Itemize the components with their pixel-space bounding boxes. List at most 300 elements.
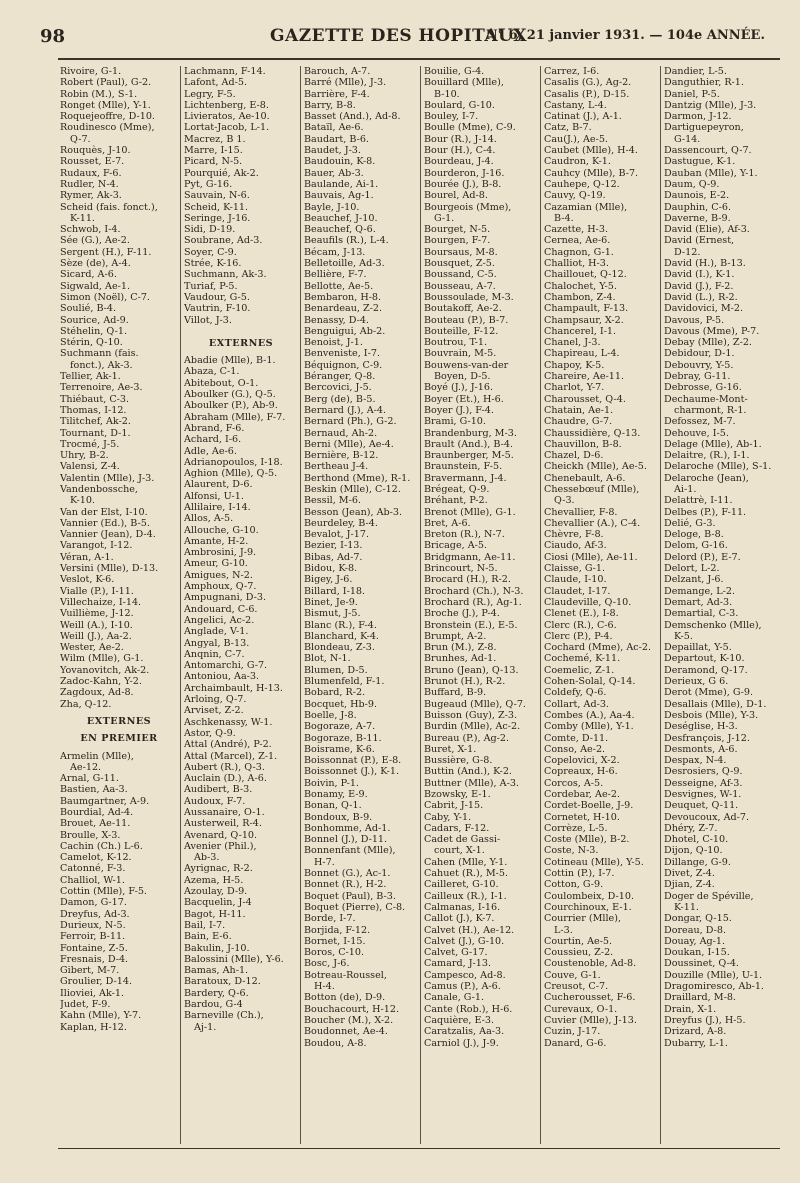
index-entry: Bousquet, Z-5.: [424, 258, 495, 270]
index-entry: Corcos, A-5.: [544, 777, 604, 789]
index-entry: Buret, X-1.: [424, 743, 477, 755]
index-entry: Blondeau, Z-3.: [304, 642, 375, 654]
index-entry: Benoist, J-1.: [304, 337, 363, 349]
index-entry: Attal (Marcel), Z-1.: [184, 750, 278, 762]
index-entry: Boucher (M.), X-2.: [304, 1014, 394, 1026]
index-entry: Roquejeoffre, D-10.: [60, 111, 155, 123]
index-entry: Schwob, I-4.: [60, 224, 121, 236]
index-entry: Sourice, Ad-9.: [60, 314, 129, 326]
index-entry: Aussanaire, O-1.: [184, 807, 265, 818]
index-entry: Cuvier (Mlle), J-13.: [544, 1014, 637, 1026]
index-entry: Abrand, F-6.: [184, 422, 245, 434]
index-entry: Borde, I-7.: [304, 913, 356, 925]
index-entry: Coldefy, Q-6.: [544, 687, 607, 699]
index-entry: Cauhepe, Q-12.: [544, 178, 620, 190]
index-entry: Clerc (R.), C-6.: [544, 619, 617, 631]
index-entry: Devoucoux, Ad-7.: [664, 811, 750, 823]
index-entry: Aj-1.: [194, 1021, 217, 1033]
index-entry: Baulande, Ai-1.: [304, 178, 379, 190]
index-entry: Bugeaud (Mlle), Q-7.: [424, 698, 526, 710]
index-entry: Comte, D-11.: [544, 732, 609, 744]
index-entry: Dhotel, C-10.: [664, 834, 729, 846]
index-entry: Brandenburg, M-3.: [424, 427, 517, 439]
index-entry: Buttin (And.), K-2.: [424, 766, 512, 778]
index-entry: Bourgen, F-7.: [424, 235, 491, 247]
index-entry: Calmanas, I-16.: [424, 901, 501, 913]
index-entry: Alfonsi, U-1.: [184, 490, 244, 502]
index-entry: Achard, I-6.: [184, 434, 242, 446]
column-1: [60, 66, 180, 1144]
index-entry: Defossez, M-7.: [664, 416, 736, 428]
index-entry: Debray, G-11.: [664, 371, 731, 383]
index-entry: Daverne, B-9.: [664, 212, 731, 224]
index-entry: Derot (Mme), G-9.: [664, 687, 754, 699]
index-entry: Berni (Mlle), Ae-4.: [304, 438, 394, 450]
index-entry: Cachin (Ch.) L-6.: [60, 840, 143, 852]
journal-title: GAZETTE DES HOPITAUX: [270, 26, 528, 46]
index-entry: Abadie (Mlle), B-1.: [184, 355, 276, 367]
index-entry: Calvet, G-17.: [424, 947, 488, 959]
index-entry: K-11.: [70, 212, 95, 224]
index-entry: Deramond, Q-17.: [664, 664, 748, 676]
index-entry: Darmon, J-12.: [664, 111, 732, 123]
index-entry: Macrez, B 1.: [184, 133, 246, 145]
index-entry: Debrosse, G-16.: [664, 382, 742, 394]
index-entry: Davous, P-5.: [664, 314, 725, 326]
index-entry: Bessil, M-6.: [304, 495, 362, 507]
index-entry: Suchmann (fais.: [60, 348, 139, 360]
index-entry: Bernard (J.), A-4.: [304, 404, 387, 416]
index-entry: Allos, A-5.: [184, 513, 234, 525]
index-entry: Bridgmann, Ae-11.: [424, 551, 516, 563]
index-entry: Delaitre, (R.), I-1.: [664, 450, 750, 462]
index-entry: Cordet-Boelle, J-9.: [544, 800, 634, 812]
page-header: [40, 22, 765, 50]
index-entry: Bruno (Jean), Q-13.: [424, 664, 519, 676]
index-entry: Bismut, J-5.: [304, 608, 361, 620]
index-entry: Coemelic, Z-1.: [544, 664, 615, 676]
index-entry: H-4.: [314, 981, 335, 993]
index-entry: Amphoux, Q-7.: [184, 581, 257, 593]
index-entry: Ferroir, B-11.: [60, 931, 126, 943]
index-entry: Douay, Ag-1.: [664, 935, 726, 947]
index-entry: Vuillième, J-12.: [60, 608, 134, 620]
index-entry: Cahen (Mlle, Y-1.: [424, 856, 508, 868]
index-entry: Benveniste, I-7.: [304, 348, 380, 360]
index-entry: Van der Elst, I-10.: [60, 506, 148, 518]
index-entry: Berg (de), B-5.: [304, 393, 376, 405]
index-entry: Cohen-Solal, Q-14.: [544, 676, 636, 688]
index-entry: Berthond (Mme), R-1.: [304, 472, 411, 484]
column-2: [180, 66, 300, 1144]
index-entry: Barrière, F-4.: [304, 88, 370, 100]
index-entry: Deloge, B-8.: [664, 529, 724, 541]
index-entry: Audoux, F-7.: [184, 795, 246, 807]
index-entry: Chambon, Z-4.: [544, 291, 616, 303]
index-entry: Zha, Q-12.: [60, 698, 112, 710]
index-entry: Veslot, K-6.: [60, 574, 115, 586]
index-entry: B-4.: [554, 212, 574, 224]
index-entry: Champsaur, X-2.: [544, 314, 624, 326]
index-entry: Cuzin, J-17.: [544, 1026, 601, 1038]
index-entry: Brami, G-10.: [424, 416, 486, 428]
index-entry: Aboulker (G.), Q-5.: [184, 389, 276, 401]
index-entry: Weill (J.), Aa-2.: [60, 630, 132, 642]
index-entry: Bouley, I-7.: [424, 111, 479, 123]
index-entry: Coustenoble, Ad-8.: [544, 958, 637, 970]
index-entry: Courchinoux, E-1.: [544, 901, 632, 913]
issue-info: N° 6, 21 janvier 1931. — 104e ANNÉE.: [485, 28, 765, 43]
index-entry: Villot, J-3.: [184, 314, 232, 326]
index-entry: Ae-12.: [70, 761, 102, 773]
index-entry: Cernea, Ae-6.: [544, 235, 611, 247]
index-entry: Desvignes, W-1.: [664, 789, 742, 800]
index-entry: Bogoraze, B-11.: [304, 732, 382, 744]
index-entry: H-7.: [314, 856, 335, 868]
index-entry: Corrèze, L-5.: [544, 822, 608, 834]
index-entry: Rudler, N-4.: [60, 178, 119, 190]
index-entry: Daunois, E-2.: [664, 190, 730, 202]
index-entry: Allilaire, I-14.: [184, 501, 251, 513]
index-entry: Boudonnet, Ae-4.: [304, 1026, 388, 1038]
index-entry: Champault, F-13.: [544, 303, 629, 315]
index-entry: Anqnin, C-7.: [184, 648, 245, 660]
index-entry: Boyer (J.), F-4.: [424, 404, 494, 416]
index-entry: Carrez, I-6.: [544, 66, 600, 77]
index-entry: Caratzalis, Aa-3.: [424, 1026, 505, 1038]
index-entry: Bret, A-6.: [424, 517, 471, 529]
index-entry: Claude, I-10.: [544, 574, 607, 586]
index-entry: Bardery, Q-6.: [184, 987, 249, 999]
index-entry: Ai-1.: [674, 483, 697, 495]
index-entry: Burdin (Mlle), Ac-2.: [424, 721, 521, 733]
index-entry: Bricage, A-5.: [424, 540, 488, 552]
index-entry: Roudinesco (Mme),: [60, 122, 155, 134]
index-entry: Dubarry, L-1.: [664, 1037, 728, 1049]
index-entry: Béranger, Q-8.: [304, 371, 376, 383]
index-entry: Bonhomme, Ad-1.: [304, 822, 391, 834]
index-entry: Legry, F-5.: [184, 88, 236, 100]
index-entry: Beurdeley, B-4.: [304, 517, 378, 529]
index-entry: Balossini (Mlle), Y-6.: [184, 953, 284, 965]
index-entry: Suchmann, Ak-3.: [184, 269, 267, 281]
index-entry: Bourel, Ad-8.: [424, 190, 488, 202]
index-entry: Delort, L-2.: [664, 563, 720, 575]
header-rule: [58, 58, 780, 60]
index-entry: Ciaudo, Af-3.: [544, 540, 607, 552]
index-entry: Brincourt, N-5.: [424, 563, 498, 575]
index-entry: Simon (Noël), C-7.: [60, 291, 150, 303]
index-entry: Sée (G.), Ae-2.: [60, 235, 130, 247]
index-entry: D-12.: [674, 246, 701, 258]
index-entry: Debay (Mlle), Z-2.: [664, 337, 752, 349]
index-entry: Bourderon, J-16.: [424, 167, 505, 179]
index-entry: Tellier, Ak-1.: [60, 371, 121, 383]
index-entry: Davidovici, M-2.: [664, 303, 744, 315]
index-entry: Vandenbossche,: [60, 483, 138, 495]
index-entry: Cadet de Gassi-: [424, 834, 501, 846]
index-entry: Cazette, H-3.: [544, 224, 609, 236]
index-entry: Archaimbault, H-13.: [184, 682, 283, 694]
index-entry: Turiaf, P-5.: [184, 280, 238, 292]
index-entry: Boutrou, T-1.: [424, 337, 488, 349]
index-entry: Caubet (Mlle), H-4.: [544, 145, 638, 157]
index-entry: Rudaux, F-6.: [60, 167, 122, 179]
index-entry: Dehouve, I-5.: [664, 427, 729, 439]
index-entry: Divet, Z-4.: [664, 868, 715, 880]
index-entry: Barouch, A-7.: [304, 66, 371, 77]
index-entry: Boulard, G-10.: [424, 99, 495, 111]
index-entry: Broche (J.), P-4.: [424, 608, 500, 620]
index-entry: Creusot, C-7.: [544, 981, 609, 993]
index-entry: Baudart, B-6.: [304, 133, 369, 145]
index-entry: Bayle, J-10.: [304, 201, 360, 213]
index-entry: Doreau, D-8.: [664, 924, 726, 936]
index-entry: Brunot (H.), R-2.: [424, 676, 506, 688]
index-entry: Stéhelin, Q-1.: [60, 325, 127, 337]
index-entry: Pourquié, Ak-2.: [184, 167, 259, 179]
index-entry: Abraham (Mlle), F-7.: [184, 411, 286, 423]
index-entry: Bour (H.), C-4.: [424, 145, 496, 157]
index-entry: Bourée (J.), B-8.: [424, 178, 502, 190]
index-entry: Thomas, I-12.: [60, 404, 127, 416]
index-entry: Bobard, R-2.: [304, 687, 366, 699]
index-entry: Boelle, J-8.: [304, 709, 357, 721]
index-entry: Despax, N-4.: [664, 755, 727, 767]
index-entry: Baratoux, D-12.: [184, 976, 261, 988]
index-entry: Béquignon, C-9.: [304, 359, 383, 371]
index-entry: Seringe, J-16.: [184, 212, 251, 224]
index-entry: David (H.), B-13.: [664, 258, 746, 270]
index-entry: Bercovici, J-5.: [304, 382, 372, 394]
index-entry: Cochard (Mme), Ac-2.: [544, 642, 652, 654]
index-entry: Cucherousset, F-6.: [544, 992, 636, 1004]
index-entry: Deséglise, H-3.: [664, 721, 738, 733]
index-entry: Bravermann, J-4.: [424, 472, 507, 484]
index-entry: Boquet (Paul), B-3.: [304, 890, 396, 902]
index-entry: Bernard (Ph.), G-2.: [304, 416, 397, 428]
index-entry: Austerweil, R-4.: [184, 818, 262, 830]
index-entry: Castany, L-4.: [544, 99, 607, 111]
index-entry: Vaudour, G-5.: [184, 291, 250, 303]
index-entry: Brun (M.), Z-8.: [424, 642, 497, 654]
index-entry: Cadars, F-12.: [424, 822, 490, 834]
index-entry: Delom, G-16.: [664, 540, 728, 552]
index-entry: Bataïl, Ae-6.: [304, 122, 364, 134]
index-entry: Boussand, C-5.: [424, 269, 497, 281]
index-entry: Desmonts, A-6.: [664, 743, 738, 755]
index-entry: Challiol, W-1.: [60, 874, 125, 886]
index-entry: Bacquelin, J-4: [184, 897, 252, 909]
index-entry: Dandier, L-5.: [664, 66, 727, 77]
index-entry: Challiot, H-3.: [544, 258, 609, 270]
index-entry: Benguigui, Ab-2.: [304, 325, 386, 337]
index-entry: Brocard (H.), R-2.: [424, 574, 511, 586]
index-entry: Barry, B-8.: [304, 99, 356, 111]
index-entry: Boivin, P-1.: [304, 777, 359, 789]
index-entry: Bonnenfant (Mlle),: [304, 845, 396, 857]
index-entry: Dassencourt, Q-7.: [664, 145, 752, 157]
index-entry: Astor, Q-9.: [184, 727, 236, 739]
index-entry: Draillard, M-8.: [664, 992, 736, 1004]
index-entry: Allouche, G-10.: [184, 524, 259, 536]
index-entry: Coste (Mlle), B-2.: [544, 834, 630, 846]
index-entry: Wester, Ae-2.: [60, 642, 124, 654]
index-entry: Chapireau, L-4.: [544, 348, 620, 360]
index-entry: Bourget, N-5.: [424, 224, 491, 236]
index-entry: Amigues, N-2.: [184, 569, 253, 581]
index-entry: Bousseau, A-7.: [424, 280, 496, 292]
footer-rule: [58, 1148, 780, 1149]
index-entry: Breton (R.), N-7.: [424, 529, 505, 541]
section-subheading: EN PREMIER: [80, 733, 158, 745]
index-entry: Villechaize, I-14.: [60, 596, 142, 608]
index-entry: Delage (Mlle), Ab-1.: [664, 438, 762, 450]
index-entry: Chapoy, K-5.: [544, 359, 605, 371]
index-entry: Sergent (H.), F-11.: [60, 246, 152, 258]
index-entry: Ciosi (Mlle), Ae-11.: [544, 551, 638, 563]
index-entry: Boros, C-10.: [304, 947, 365, 959]
index-entry: Chevallier, F-8.: [544, 506, 618, 518]
index-entry: Soulié, B-4.: [60, 303, 117, 315]
index-entry: Bouwens-van-der: [424, 359, 509, 371]
index-entry: Daniel, P-5.: [664, 88, 720, 100]
index-entry: Delord (P.), E-7.: [664, 551, 741, 563]
index-entry: Sidi, D-19.: [184, 224, 236, 236]
index-entry: Bigey, J-6.: [304, 574, 353, 586]
index-entry: Bakulin, J-10.: [184, 942, 250, 954]
index-entry: Brégeat, Q-9.: [424, 483, 490, 495]
index-entry: Dartiguepeyron,: [664, 122, 744, 134]
index-entry: Vautrin, F-10.: [184, 303, 251, 315]
index-columns: [60, 66, 780, 1144]
index-entry: Charlot, Y-7.: [544, 382, 605, 394]
index-entry: Dhéry, Z-7.: [664, 822, 718, 834]
index-entry: Botton (de), D-9.: [304, 992, 386, 1004]
index-entry: Coussieu, Z-2.: [544, 947, 614, 959]
index-entry: Bonnet (R.), H-2.: [304, 879, 387, 891]
index-entry: Boyé (J.), J-16.: [424, 382, 494, 394]
index-entry: Cottin (Mlle), F-5.: [60, 886, 147, 898]
index-entry: Andouard, C-6.: [184, 603, 258, 615]
index-entry: B-10.: [434, 88, 460, 100]
index-entry: Boudou, A-8.: [304, 1037, 367, 1049]
index-entry: Ameur, G-10.: [184, 558, 248, 570]
index-entry: Cheickh (Mlle), Ae-5.: [544, 461, 647, 473]
index-entry: Conso, Ae-2.: [544, 743, 606, 755]
index-entry: Doger de Spéville,: [664, 890, 754, 902]
index-entry: Bellière, F-7.: [304, 269, 367, 281]
index-entry: Bidou, K-8.: [304, 563, 358, 575]
index-entry: Thiébaut, C-3.: [60, 393, 130, 405]
index-entry: Buffard, B-9.: [424, 687, 487, 699]
index-entry: Delaroche (Jean),: [664, 472, 749, 484]
index-entry: Lichtenberg, E-8.: [184, 99, 269, 111]
index-entry: Besson (Jean), Ab-3.: [304, 506, 403, 518]
index-entry: Caby, Y-1.: [424, 811, 472, 823]
index-entry: Beauchef, J-10.: [304, 212, 378, 224]
index-entry: Stérin, Q-10.: [60, 337, 123, 349]
index-entry: Strée, K-16.: [184, 258, 242, 270]
index-entry: Dauphin, C-6.: [664, 201, 731, 213]
index-entry: Bonamy, E-9.: [304, 789, 368, 800]
index-entry: Doukan, I-15.: [664, 947, 730, 959]
index-entry: Deuquet, Q-11.: [664, 800, 739, 812]
index-entry: Bernaud, Ah-2.: [304, 427, 378, 439]
index-entry: Bastien, Aa-3.: [60, 784, 128, 796]
index-entry: Cauhcy (Mlle), B-7.: [544, 167, 639, 179]
index-entry: Zadoc-Kahn, Y-2.: [60, 676, 142, 688]
index-entry: Varangot, I-12.: [60, 540, 133, 552]
index-entry: Chenebault, A-6.: [544, 472, 626, 484]
index-entry: Azoulay, D-9.: [184, 886, 248, 898]
index-entry: Cailleux (R.), I-1.: [424, 890, 507, 902]
index-entry: Catinat (J.), A-1.: [544, 111, 622, 123]
index-entry: Chaussidière, Q-13.: [544, 427, 641, 439]
index-entry: Departout, K-10.: [664, 653, 745, 665]
index-entry: Boyer (Et.), H-6.: [424, 393, 504, 405]
index-entry: Collart, Ad-3.: [544, 698, 609, 710]
index-entry: Avenard, Q-10.: [184, 829, 258, 841]
index-entry: Demartial, C-3.: [664, 608, 739, 620]
index-entry: Abaza, C-1.: [184, 366, 240, 378]
index-entry: Bertheau J-4.: [304, 461, 369, 473]
index-entry: Blumenfeld, F-1.: [304, 676, 385, 688]
index-entry: Dechaume-Mont-: [664, 393, 748, 405]
index-entry: Rouquès, J-10.: [60, 145, 131, 157]
index-entry: Angelici, Ac-2.: [184, 614, 255, 626]
index-entry: Casalis (P.), D-15.: [544, 88, 630, 100]
index-entry: Carniol (J.), J-9.: [424, 1037, 499, 1049]
index-entry: Soubrane, Ad-3.: [184, 235, 263, 247]
index-entry: Q-3.: [554, 495, 575, 507]
index-entry: Vannier (Ed.), B-5.: [60, 517, 150, 529]
index-entry: Douzille (Mlle), U-1.: [664, 969, 763, 981]
column-5: [540, 66, 660, 1144]
index-entry: Cante (Rob.), H-6.: [424, 1003, 513, 1015]
index-entry: Brunhes, Ad-1.: [424, 653, 497, 665]
index-entry: Cochemé, K-11.: [544, 653, 621, 665]
index-entry: Boulle (Mme), C-9.: [424, 122, 516, 134]
index-entry: Cotineau (Mlle), Y-5.: [544, 856, 644, 868]
index-entry: Bour (R.), J-14.: [424, 133, 497, 145]
index-entry: Picard, N-5.: [184, 156, 243, 168]
index-entry: Bamas, Ah-1.: [184, 965, 249, 977]
index-entry: Binet, Je-9.: [304, 596, 358, 608]
section-heading: EXTERNES: [86, 715, 152, 727]
index-entry: Bzowsky, E-1.: [424, 789, 491, 800]
index-entry: Buttner (Mlle), A-3.: [424, 777, 519, 789]
index-entry: Robert (Paul), G-2.: [60, 77, 152, 89]
index-entry: Cazamian (Mlle),: [544, 201, 628, 213]
index-entry: Brouet, Ae-11.: [60, 818, 131, 830]
index-entry: Desrosiers, Q-9.: [664, 766, 743, 778]
index-entry: Boussoulade, M-3.: [424, 291, 514, 303]
index-entry: Blot, N-1.: [304, 653, 351, 665]
index-entry: Trocmé, J-5.: [60, 438, 120, 450]
index-entry: Chanel, J-3.: [544, 337, 601, 349]
index-entry: Attal (André), P-2.: [184, 739, 272, 751]
index-entry: Basset (And.), Ad-8.: [304, 111, 401, 123]
index-entry: Blumen, D-5.: [304, 664, 368, 676]
index-entry: Cornetet, H-10.: [544, 811, 620, 823]
index-entry: Bonnel (J.), D-11.: [304, 834, 388, 846]
index-entry: Dillange, G-9.: [664, 856, 731, 868]
index-entry: David (I.), K-1.: [664, 269, 735, 281]
index-entry: David (J.), F-2.: [664, 280, 734, 292]
index-entry: Bezier, I-13.: [304, 540, 363, 552]
index-entry: Curevaux, O-1.: [544, 1003, 618, 1015]
